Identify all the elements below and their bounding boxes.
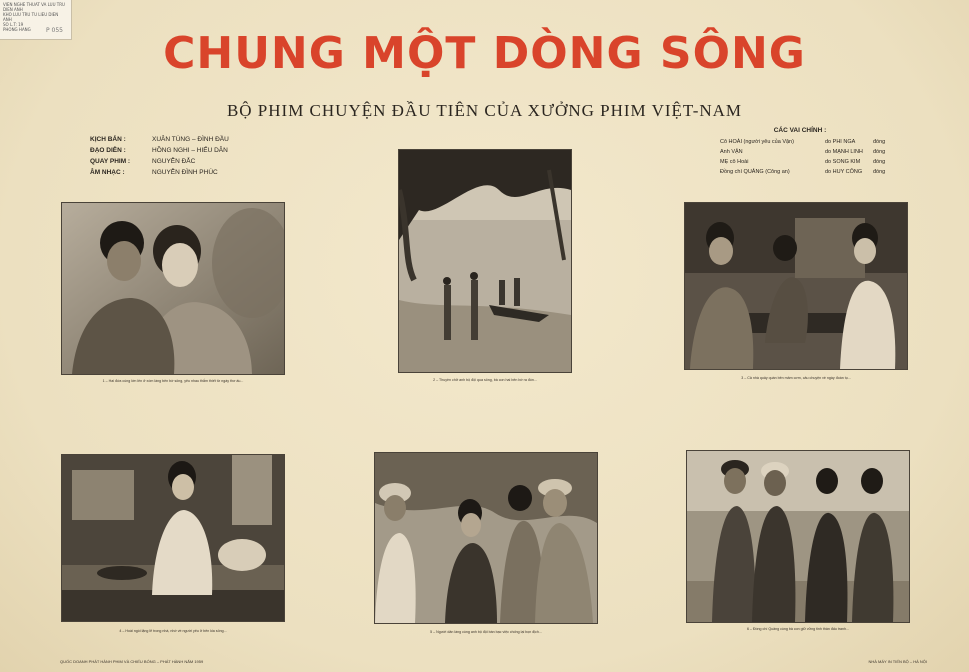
- stamp-line: DIEN ANH: [3, 7, 23, 12]
- poster-subtitle: BỘ PHIM CHUYỆN ĐẦU TIÊN CỦA XƯỞNG PHIM VIỆT-NAM: [226, 101, 743, 120]
- caption-6: 6 – Đồng chí Quảng cùng bà con giữ vững tinh thần đấu tranh...: [746, 627, 850, 631]
- poster-title: CHUNG MỘT DÒNG SÔNG: [163, 28, 806, 79]
- credit-role: ÂM NHẠC :: [90, 169, 125, 176]
- cast-row: [720, 137, 920, 147]
- cast-role-word: đóng: [873, 169, 886, 175]
- credit-row: [90, 156, 290, 167]
- credit-name: NGUYỄN ĐÌNH PHÚC: [152, 169, 218, 176]
- caption-5: 5 – Người dân làng cùng anh bộ đội bàn bạc việc chống lại bọn địch...: [430, 630, 542, 634]
- credit-name: HỒNG NGHI – HIẾU DÂN: [152, 147, 228, 154]
- credit-row: [90, 145, 290, 156]
- cast-row: [720, 167, 920, 177]
- cast-role-word: đóng: [873, 149, 886, 155]
- cast-character: Đồng chí QUẢNG (Công an): [720, 169, 790, 175]
- credit-name: XUÂN TÙNG – ĐÌNH ĐẦU: [152, 136, 229, 143]
- cast-heading: CÁC VAI CHÍNH :: [773, 127, 827, 134]
- film-still-woman-seated: [62, 455, 284, 621]
- caption-2: 2 – Thuyền chở anh bộ đội qua sông, bà con hai bên bờ ra đón...: [433, 378, 537, 382]
- cast-actor: do MẠNH LINH: [825, 149, 863, 155]
- credit-role: KỊCH BẢN :: [90, 136, 126, 143]
- film-still-river-boat: [399, 150, 571, 372]
- credits-block: [90, 134, 290, 178]
- cast-character: MẸ cô Hoài: [720, 159, 749, 165]
- caption-3: 3 – Cả nhà quây quần bên mâm cơm, câu chuyện về ngày đoàn tụ...: [741, 376, 851, 380]
- credit-row: [90, 134, 290, 145]
- stamp-line: SO L.T: 19: [3, 22, 24, 27]
- stamp-code: P 055: [46, 27, 63, 34]
- footer-publisher: QUỐC DOANH PHÁT HÀNH PHIM VÀ CHIẾU BÓNG – PHÁT HÀNH NĂM 1959: [60, 659, 204, 664]
- cast-actor: do PHI NGA: [825, 139, 856, 145]
- stamp-line: PHONG HANG: [3, 27, 31, 32]
- cast-character: Anh VẬN: [720, 149, 743, 155]
- footer-printer: NHÀ MÁY IN TIẾN BỘ – HÀ NỘI: [868, 659, 927, 664]
- cast-actor: do SONG KIM: [825, 159, 861, 165]
- caption-4: 4 – Hoài ngồi lặng lẽ trong nhà, nhớ về người yêu ở bên kia sông...: [119, 629, 227, 633]
- cast-row: [720, 157, 920, 167]
- film-still-couple: [62, 203, 284, 374]
- caption-1: 1 – Hai đứa cùng lớn lên ở xóm làng bên bờ sông, yêu nhau thắm thiết từ ngày thơ ấu...: [102, 379, 244, 383]
- cast-role-word: đóng: [873, 159, 886, 165]
- cast-actor: do HUY CÔNG: [825, 169, 863, 175]
- cast-character: Cô HOÀI (người yêu của Vận): [720, 139, 794, 145]
- film-still-villagers: [375, 453, 597, 623]
- credit-row: [90, 167, 290, 178]
- cast-row: [720, 147, 920, 157]
- stamp-line: KHO LUU TRU TU LIEU DIEN ANH: [3, 12, 59, 22]
- credit-role: QUAY PHIM :: [90, 158, 131, 165]
- cast-role-word: đóng: [873, 139, 886, 145]
- cast-block: [720, 127, 920, 177]
- stamp-line: VIEN NGHE THUAT VA LUU TRU: [3, 2, 65, 7]
- film-still-men-by-sea: [687, 451, 909, 622]
- credit-name: NGUYỄN ĐẮC: [152, 158, 196, 165]
- credit-role: ĐẠO DIỄN :: [90, 147, 126, 154]
- film-still-family-meal: [685, 203, 907, 369]
